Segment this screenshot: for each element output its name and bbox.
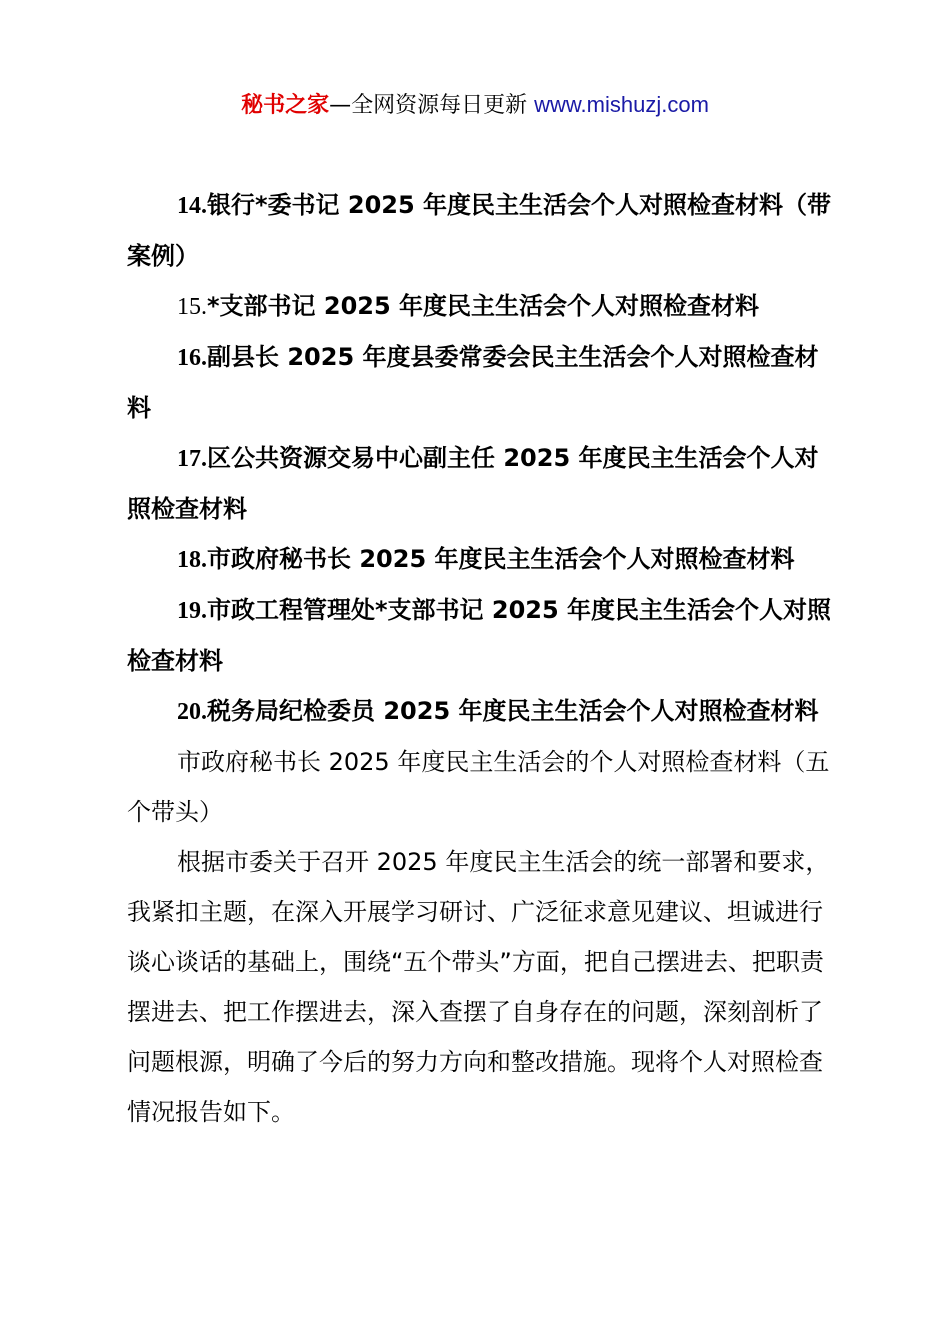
list-item-title-18: 18.市政府秘书长 2025 年度民主生活会个人对照检查材料: [177, 545, 795, 573]
site-tagline: —全网资源每日更新: [329, 93, 535, 118]
list-item-title-14: 14.银行*委书记 2025 年度民主生活会个人对照检查材料（带案例）: [127, 191, 832, 270]
site-url-link[interactable]: www.mishuzj.com: [534, 92, 709, 117]
list-item-title-19: 19.市政工程管理处*支部书记 2025 年度民主生活会个人对照检查材料: [127, 596, 832, 675]
body-paragraph: 根据市委关于召开 2025 年度民主生活会的统一部署和要求，我紧扣主题，在深入开展学习研讨、广泛征求意见建议、坦诚进行谈心谈话的基础上，围绕“五个带头”方面，把自己摆进去、把职责摆进去、把工作摆进去，深入查摆了自身存在的问题，深刻剖析了问题根源，明确了今后的努力方向和整改措施。现将个人对照检查情况报告如下。: [127, 848, 830, 1126]
list-item-title-17: 17.区公共资源交易中心副主任 2025 年度民主生活会个人对照检查材料: [127, 444, 819, 523]
document-body: [127, 180, 835, 1137]
document-title: 市政府秘书长 2025 年度民主生活会的个人对照检查材料（五个带头）: [127, 748, 830, 826]
brand-name: 秘书之家: [241, 93, 330, 118]
list-item-title-20: 20.税务局纪检委员 2025 年度民主生活会个人对照检查材料: [177, 697, 819, 725]
list-item-title-15: 15.*支部书记 2025 年度民主生活会个人对照检查材料: [177, 292, 760, 320]
list-item-title-16: 16.副县长 2025 年度县委常委会民主生活会个人对照检查材料: [127, 343, 819, 422]
site-header: [0, 88, 950, 123]
